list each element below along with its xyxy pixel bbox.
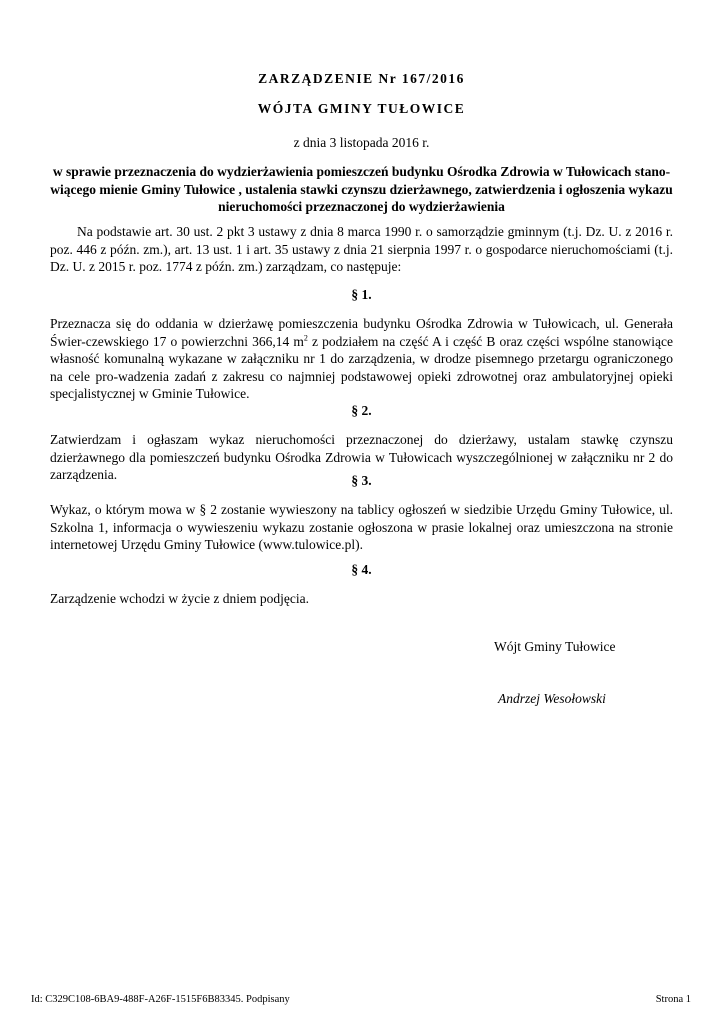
footer-document-id: Id: C329C108-6BA9-488F-A26F-1515F6B83345. Podpisany [31, 994, 290, 1005]
section-4-text: Zarządzenie wchodzi w życie z dniem podjęcia. [50, 591, 309, 606]
section-2-text: Zatwierdzam i ogłaszam wykaz nieruchomości przeznaczonej do dzierżawy, ustalam stawkę czynszu dzierżawnego dla pomieszczeń budynku Ośrodka Zdrowia w Tułowicach wyszczególnionej w załączniku nr 2 do zarządzenia. [50, 432, 673, 482]
signature-name: Andrzej Wesołowski [498, 691, 606, 706]
section-2-heading: § 2. [351, 403, 372, 418]
signature-role: Wójt Gminy Tułowice [494, 639, 616, 654]
footer-page-number: Strona 1 [655, 994, 691, 1005]
section-1-text [50, 315, 673, 403]
section-4-heading: § 4. [351, 562, 372, 577]
section-1-superscript: 2 [303, 333, 308, 342]
section-1-text-before: Przeznacza się do oddania w dzierżawę pomieszczenia budynku Ośrodka Zdrowia w Tułowicach, ul. Generała Świer-czewskiego 17 o powierzchni 366,14 m [50, 316, 673, 349]
document-page [50, 0, 673, 1024]
document-subject: w sprawie przeznaczenia do wydzierżawienia pomieszczeń budynku Ośrodka Zdrowia w Tułowicach stano-wiącego mienie Gminy Tułowice , ustalenia stawki czynszu dzierżawnego, zatwierdzenia i ogłoszenia wykazu nieruchomości przeznaczonej do wydzierżawienia [50, 164, 673, 214]
section-3-heading: § 3. [351, 473, 372, 488]
document-issuer: WÓJTA GMINY TUŁOWICE [257, 101, 466, 116]
document-date: z dnia 3 listopada 2016 r. [293, 135, 430, 150]
section-1-heading: § 1. [351, 287, 372, 302]
document-title: ZARZĄDZENIE Nr 167/2016 [258, 71, 465, 86]
preamble-paragraph: Na podstawie art. 30 ust. 2 pkt 3 ustawy z dnia 8 marca 1990 r. o samorządzie gminnym (t.j. Dz. U. z 2016 r. poz. 446 z późn. zm.), art. 13 ust. 1 i art. 35 ustawy z dnia 21 sierpnia 1997 r. o gospodarce nieruchomościami (t.j. Dz. U. z 2015 r. poz. 1774 z późn. zm.) zarządzam, co następuje: [50, 224, 673, 274]
section-3-text: Wykaz, o którym mowa w § 2 zostanie wywieszony na tablicy ogłoszeń w siedzibie Urzędu Gminy Tułowice, ul. Szkolna 1, informacja o wywieszeniu wykazu zostanie ogłoszona w prasie lokalnej oraz umieszczona na stronie internetowej Urzędu Gminy Tułowice (www.tulowice.pl). [50, 502, 673, 552]
section-1-text-after: z podziałem na część A i część B oraz części wspólne stanowiące własność komunalną wykazane w załączniku nr 1 do zarządzenia, w drodze pisemnego przetargu ograniczonego na cele pro-wadzenia zadań z zakresu co najmniej podstawowej opieki zdrowotnej oraz ambulatoryjnej opieki specjalistycznej w Gminie Tułowice. [50, 333, 673, 401]
